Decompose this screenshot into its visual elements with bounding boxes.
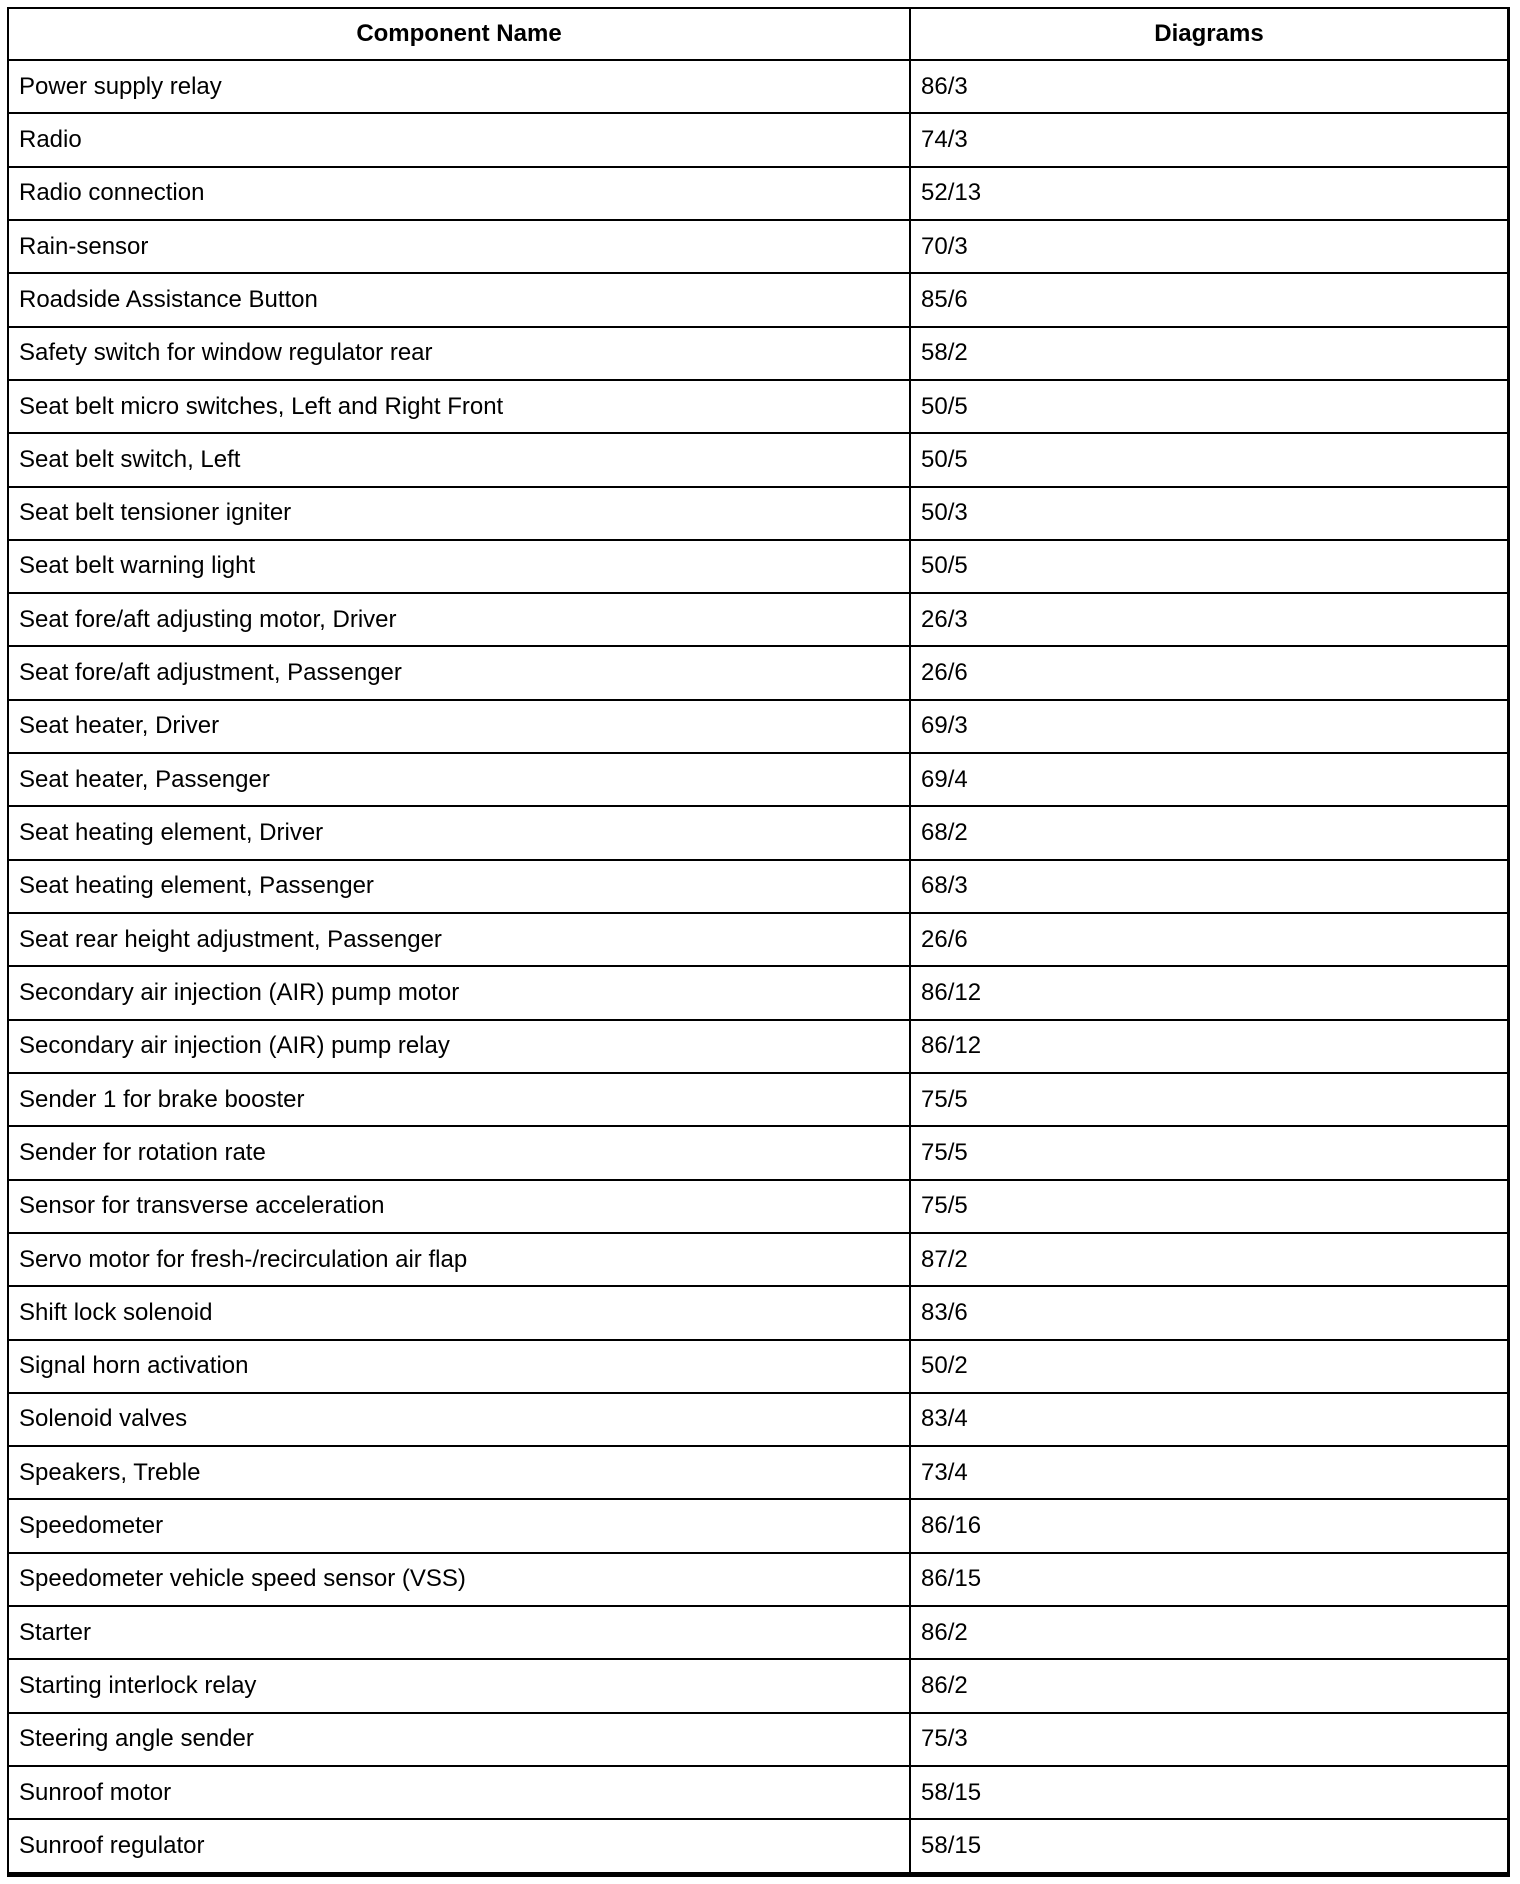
diagram-cell: 86/12 bbox=[910, 1020, 1508, 1073]
component-cell: Seat heater, Driver bbox=[8, 700, 910, 753]
component-cell: Speedometer bbox=[8, 1499, 910, 1552]
diagram-cell: 58/15 bbox=[910, 1766, 1508, 1819]
diagram-cell: 50/2 bbox=[910, 1340, 1508, 1393]
diagram-cell: 26/6 bbox=[910, 913, 1508, 966]
component-cell: Speedometer vehicle speed sensor (VSS) bbox=[8, 1553, 910, 1606]
component-cell: Secondary air injection (AIR) pump motor bbox=[8, 966, 910, 1019]
table-row bbox=[8, 1286, 1508, 1339]
component-cell: Starter bbox=[8, 1606, 910, 1659]
diagram-cell: 86/16 bbox=[910, 1499, 1508, 1552]
diagram-cell: 52/13 bbox=[910, 167, 1508, 220]
diagram-cell: 68/2 bbox=[910, 806, 1508, 859]
component-cell: Seat fore/aft adjustment, Passenger bbox=[8, 646, 910, 699]
component-cell: Signal horn activation bbox=[8, 1340, 910, 1393]
table-row bbox=[8, 1073, 1508, 1126]
table-row bbox=[8, 60, 1508, 113]
table-row bbox=[8, 540, 1508, 593]
table-row bbox=[8, 806, 1508, 859]
diagram-cell: 50/5 bbox=[910, 380, 1508, 433]
table-row bbox=[8, 646, 1508, 699]
diagram-cell: 50/5 bbox=[910, 433, 1508, 486]
table-row bbox=[8, 753, 1508, 806]
component-cell: Sender 1 for brake booster bbox=[8, 1073, 910, 1126]
component-cell: Radio bbox=[8, 113, 910, 166]
diagram-cell: 85/6 bbox=[910, 273, 1508, 326]
diagram-cell: 75/3 bbox=[910, 1713, 1508, 1766]
diagram-cell: 50/5 bbox=[910, 540, 1508, 593]
header-component-name: Component Name bbox=[8, 8, 910, 60]
component-cell: Seat belt warning light bbox=[8, 540, 910, 593]
table-row bbox=[8, 433, 1508, 486]
table-row bbox=[8, 1819, 1508, 1873]
diagram-cell: 68/3 bbox=[910, 860, 1508, 913]
component-cell: Speakers, Treble bbox=[8, 1446, 910, 1499]
table-row bbox=[8, 1713, 1508, 1766]
component-cell: Power supply relay bbox=[8, 60, 910, 113]
table-row bbox=[8, 1020, 1508, 1073]
table-body bbox=[8, 60, 1508, 1873]
component-cell: Seat heating element, Passenger bbox=[8, 860, 910, 913]
table-row bbox=[8, 700, 1508, 753]
diagram-cell: 58/2 bbox=[910, 327, 1508, 380]
diagram-cell: 74/3 bbox=[910, 113, 1508, 166]
component-cell: Servo motor for fresh-/recirculation air flap bbox=[8, 1233, 910, 1286]
diagram-cell: 87/2 bbox=[910, 1233, 1508, 1286]
table-row bbox=[8, 860, 1508, 913]
diagram-cell: 86/15 bbox=[910, 1553, 1508, 1606]
component-table bbox=[7, 7, 1509, 1874]
document-page bbox=[7, 7, 1510, 1877]
component-cell: Seat belt micro switches, Left and Right Front bbox=[8, 380, 910, 433]
diagram-cell: 50/3 bbox=[910, 487, 1508, 540]
diagram-cell: 58/15 bbox=[910, 1819, 1508, 1873]
diagram-cell: 83/6 bbox=[910, 1286, 1508, 1339]
table-row bbox=[8, 1659, 1508, 1712]
component-cell: Sunroof motor bbox=[8, 1766, 910, 1819]
component-cell: Radio connection bbox=[8, 167, 910, 220]
component-cell: Solenoid valves bbox=[8, 1393, 910, 1446]
table-row bbox=[8, 273, 1508, 326]
component-cell: Seat heater, Passenger bbox=[8, 753, 910, 806]
component-cell: Seat fore/aft adjusting motor, Driver bbox=[8, 593, 910, 646]
table-header bbox=[8, 8, 1508, 60]
table-row bbox=[8, 327, 1508, 380]
table-row bbox=[8, 966, 1508, 1019]
header-row bbox=[8, 8, 1508, 60]
table-row bbox=[8, 1446, 1508, 1499]
diagram-cell: 83/4 bbox=[910, 1393, 1508, 1446]
component-cell: Seat belt tensioner igniter bbox=[8, 487, 910, 540]
diagram-cell: 26/6 bbox=[910, 646, 1508, 699]
component-cell: Starting interlock relay bbox=[8, 1659, 910, 1712]
table-row bbox=[8, 1766, 1508, 1819]
table-row bbox=[8, 220, 1508, 273]
component-cell: Seat heating element, Driver bbox=[8, 806, 910, 859]
component-cell: Sunroof regulator bbox=[8, 1819, 910, 1873]
diagram-cell: 86/2 bbox=[910, 1606, 1508, 1659]
diagram-cell: 70/3 bbox=[910, 220, 1508, 273]
table-row bbox=[8, 487, 1508, 540]
diagram-cell: 86/3 bbox=[910, 60, 1508, 113]
table-row bbox=[8, 593, 1508, 646]
diagram-cell: 86/2 bbox=[910, 1659, 1508, 1712]
table-row bbox=[8, 1233, 1508, 1286]
diagram-cell: 86/12 bbox=[910, 966, 1508, 1019]
diagram-cell: 69/4 bbox=[910, 753, 1508, 806]
table-row bbox=[8, 1606, 1508, 1659]
table-row bbox=[8, 913, 1508, 966]
table-row bbox=[8, 380, 1508, 433]
component-cell: Sender for rotation rate bbox=[8, 1126, 910, 1179]
diagram-cell: 26/3 bbox=[910, 593, 1508, 646]
component-cell: Seat rear height adjustment, Passenger bbox=[8, 913, 910, 966]
component-cell: Roadside Assistance Button bbox=[8, 273, 910, 326]
component-cell: Seat belt switch, Left bbox=[8, 433, 910, 486]
table-row bbox=[8, 1393, 1508, 1446]
component-cell: Rain-sensor bbox=[8, 220, 910, 273]
diagram-cell: 69/3 bbox=[910, 700, 1508, 753]
component-cell: Secondary air injection (AIR) pump relay bbox=[8, 1020, 910, 1073]
diagram-cell: 75/5 bbox=[910, 1126, 1508, 1179]
table-row bbox=[8, 113, 1508, 166]
table-row bbox=[8, 1180, 1508, 1233]
table-row bbox=[8, 1340, 1508, 1393]
component-cell: Sensor for transverse acceleration bbox=[8, 1180, 910, 1233]
header-diagrams: Diagrams bbox=[910, 8, 1508, 60]
component-cell: Steering angle sender bbox=[8, 1713, 910, 1766]
table-row bbox=[8, 1553, 1508, 1606]
component-cell: Safety switch for window regulator rear bbox=[8, 327, 910, 380]
diagram-cell: 73/4 bbox=[910, 1446, 1508, 1499]
component-cell: Shift lock solenoid bbox=[8, 1286, 910, 1339]
diagram-cell: 75/5 bbox=[910, 1180, 1508, 1233]
table-row bbox=[8, 1499, 1508, 1552]
table-row bbox=[8, 167, 1508, 220]
diagram-cell: 75/5 bbox=[910, 1073, 1508, 1126]
table-row bbox=[8, 1126, 1508, 1179]
